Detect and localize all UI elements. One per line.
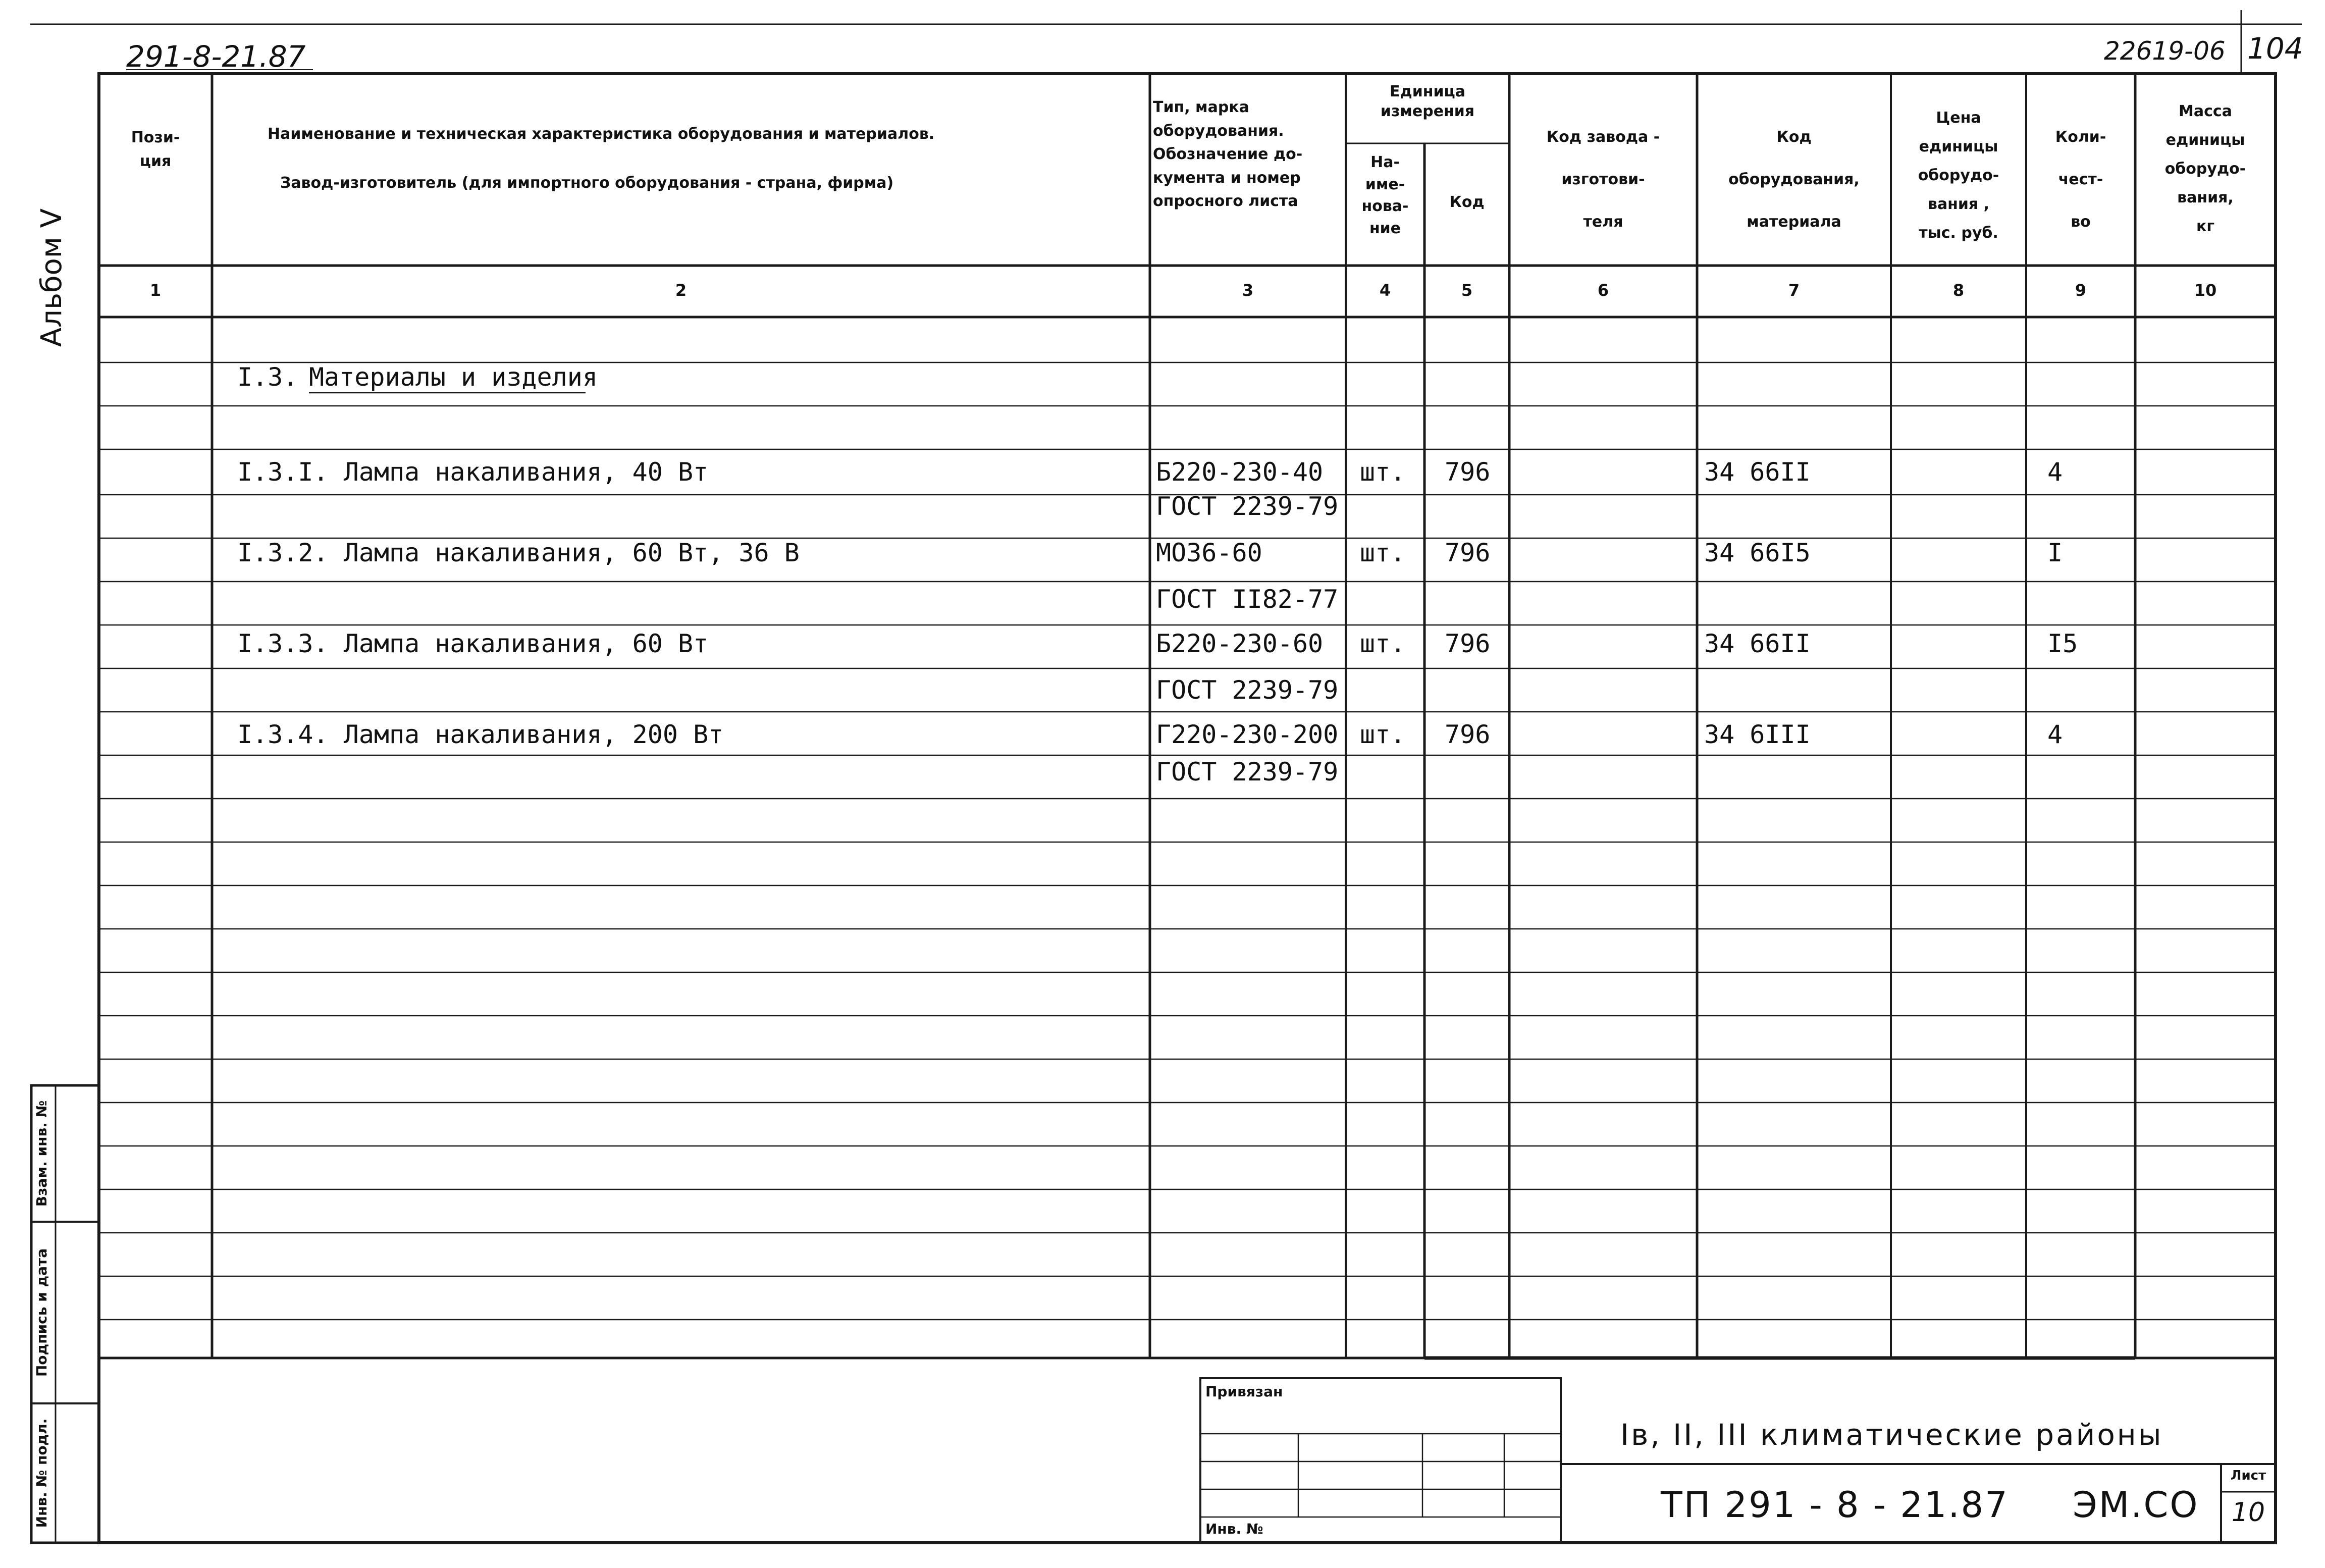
row-2-unit: шт. bbox=[1360, 538, 1406, 567]
row-4-equipment-code: 34 6III bbox=[1704, 720, 1811, 749]
col-unit-group-header: Единица измерения bbox=[1380, 83, 1475, 120]
col-number-9: 9 bbox=[2075, 281, 2087, 300]
privyazan-label: Привязан bbox=[1205, 1383, 1283, 1400]
row-3-type: Б220-230-60 bbox=[1156, 629, 1324, 658]
col-mass-header: Масса единицы оборудо- вания, кг bbox=[2164, 102, 2246, 235]
page-number: 104 bbox=[2247, 31, 2303, 66]
sheet-number: 10 bbox=[2231, 1497, 2265, 1528]
row-3-equipment-code: 34 66II bbox=[1704, 629, 1811, 658]
section-title: Материалы и изделия bbox=[309, 362, 598, 392]
row-1-unit-code: 796 bbox=[1445, 457, 1491, 487]
col-quantity-header: Коли- чест- во bbox=[2055, 128, 2106, 231]
top-right-code: 22619-06 bbox=[2104, 36, 2226, 66]
col-type-header: Тип, марка оборудования. Обозначение до- кумента и номер опросного листа bbox=[1153, 98, 1303, 210]
row-2-type: МО36-60 bbox=[1156, 538, 1262, 567]
row-2-type-doc: ГОСТ II82-77 bbox=[1156, 585, 1339, 614]
row-1-type: Б220-230-40 bbox=[1156, 457, 1324, 487]
row-2-quantity: I bbox=[2047, 538, 2063, 567]
stamp-vzam-inv: Взам. инв. № bbox=[33, 1100, 50, 1207]
row-1-unit: шт. bbox=[1360, 457, 1406, 487]
climate-regions: Iв, II, III климатические районы bbox=[1620, 1418, 2163, 1452]
inv-no-label: Инв. № bbox=[1205, 1521, 1263, 1537]
document-code: ТП 291 - 8 - 21.87 ЭМ.СО bbox=[1661, 1484, 2199, 1526]
col-number-6: 6 bbox=[1597, 281, 1609, 300]
stamp-inv-podl: Инв. № подл. bbox=[33, 1418, 50, 1528]
section-number: I.3. bbox=[237, 362, 298, 392]
row-2-equipment-code: 34 66I5 bbox=[1704, 538, 1811, 567]
album-label: Альбом V bbox=[35, 208, 68, 347]
col-number-8: 8 bbox=[1952, 281, 1965, 300]
row-3-unit-code: 796 bbox=[1445, 629, 1491, 658]
col-number-2: 2 bbox=[675, 281, 687, 300]
row-2-name: I.3.2. Лампа накаливания, 60 Вт, 36 В bbox=[237, 538, 800, 567]
col-unit-name-header: На- име- нова- ние bbox=[1361, 153, 1409, 237]
row-4-type-doc: ГОСТ 2239-79 bbox=[1156, 757, 1339, 787]
row-4-unit: шт. bbox=[1360, 720, 1406, 749]
row-3-quantity: I5 bbox=[2047, 629, 2078, 658]
col-number-10: 10 bbox=[2194, 281, 2217, 300]
col-number-3: 3 bbox=[1242, 281, 1254, 300]
row-4-type: Г220-230-200 bbox=[1156, 720, 1339, 749]
col-number-7: 7 bbox=[1788, 281, 1800, 300]
row-1-equipment-code: 34 66II bbox=[1704, 457, 1811, 487]
col-number-1: 1 bbox=[149, 281, 162, 300]
col-price-header: Цена единицы оборудо- вания , тыс. руб. bbox=[1918, 109, 1999, 242]
row-4-unit-code: 796 bbox=[1445, 720, 1491, 749]
stamp-podpis-data: Подпись и дата bbox=[33, 1248, 50, 1377]
row-1-type-doc: ГОСТ 2239-79 bbox=[1156, 492, 1339, 521]
col-number-5: 5 bbox=[1461, 281, 1473, 300]
row-3-type-doc: ГОСТ 2239-79 bbox=[1156, 675, 1339, 705]
row-1-name: I.3.I. Лампа накаливания, 40 Вт bbox=[237, 457, 709, 487]
row-4-quantity: 4 bbox=[2047, 720, 2063, 749]
row-2-unit-code: 796 bbox=[1445, 538, 1491, 567]
row-3-unit: шт. bbox=[1360, 629, 1406, 658]
row-1-quantity: 4 bbox=[2047, 457, 2063, 487]
top-left-code: 291-8-21.87 bbox=[126, 39, 306, 74]
col-factory-code-header: Код завода - изготови- теля bbox=[1546, 128, 1660, 231]
col-unit-code-header: Код bbox=[1449, 193, 1485, 211]
sheet-label: Лист bbox=[2230, 1468, 2266, 1483]
col-name-header-line1: Наименование и техническая характеристика оборудования и материалов. bbox=[268, 125, 935, 143]
row-3-name: I.3.3. Лампа накаливания, 60 Вт bbox=[237, 629, 709, 658]
col-name-header-line2: Завод-изготовитель (для импортного оборудования - страна, фирма) bbox=[280, 174, 894, 192]
col-position-header: Пози- ция bbox=[131, 129, 180, 170]
col-equipment-code-header: Код оборудования, материала bbox=[1728, 128, 1860, 231]
row-4-name: I.3.4. Лампа накаливания, 200 Вт bbox=[237, 720, 724, 749]
col-number-4: 4 bbox=[1379, 281, 1391, 300]
